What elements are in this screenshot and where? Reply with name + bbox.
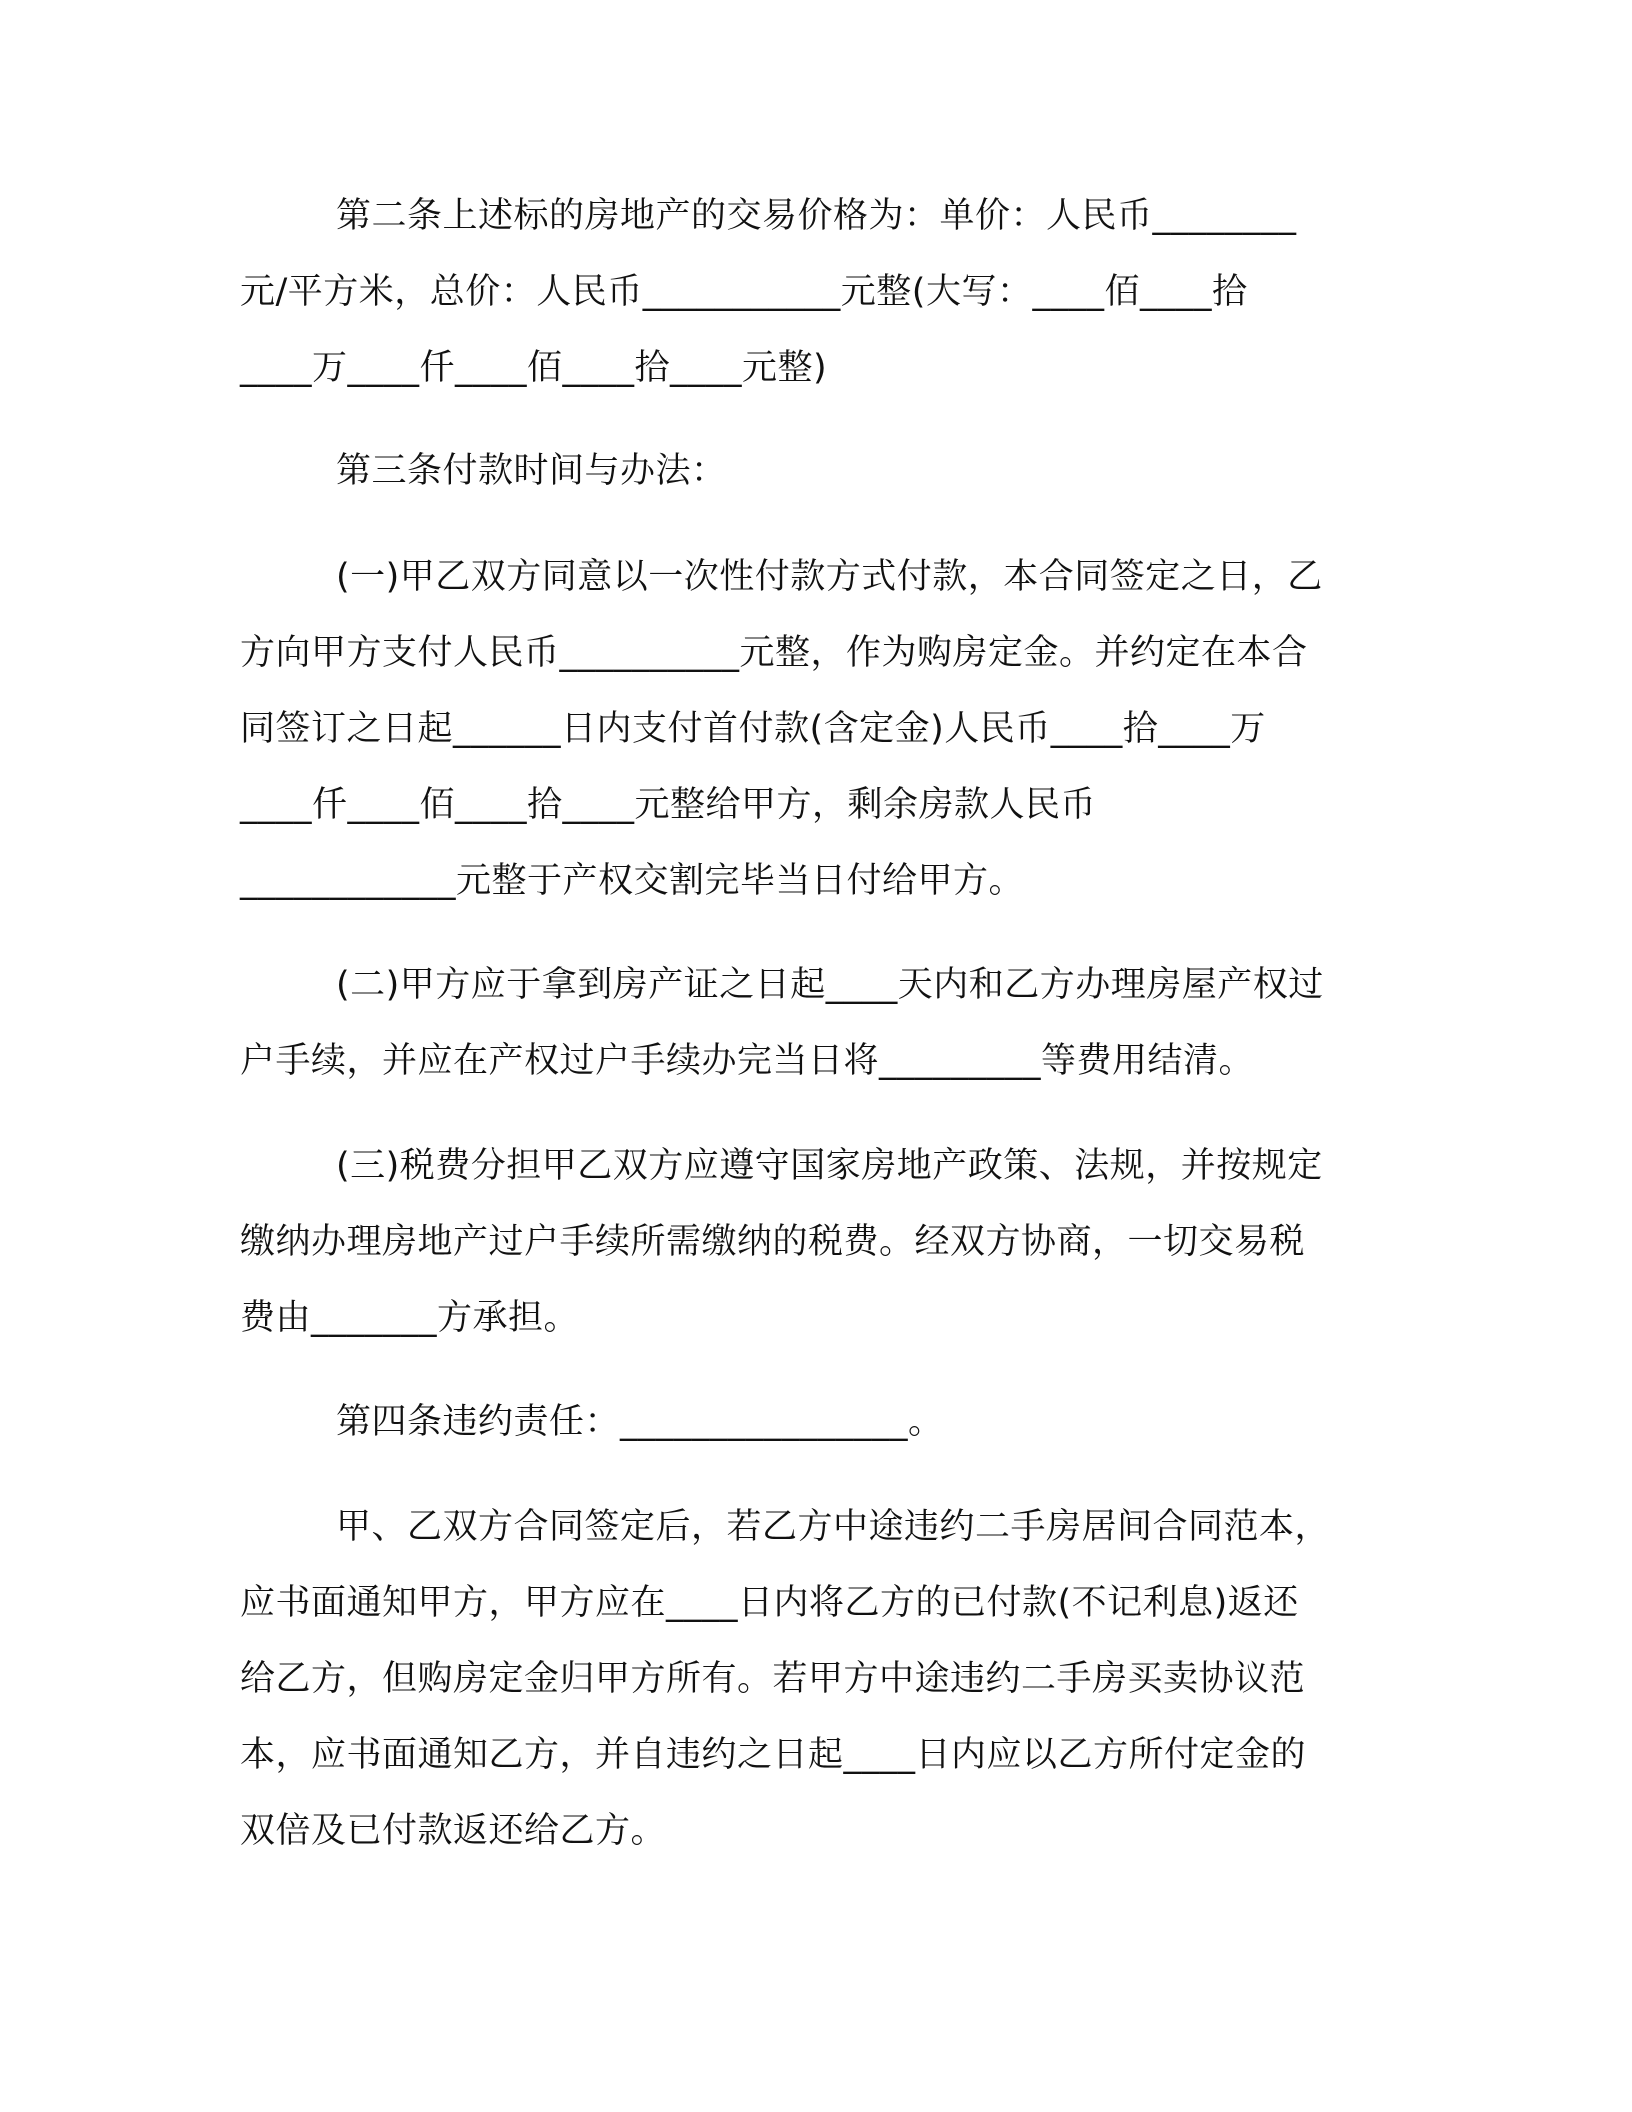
payment-clause-1-line-5: ____________元整于产权交割完毕当日付给甲方。 bbox=[240, 861, 1025, 901]
payment-clause-2-line-1: (二)甲方应于拿到房产证之日起____天内和乙方办理房屋产权过 bbox=[336, 965, 1324, 1005]
payment-clause-1-line-1: (一)甲乙双方同意以一次性付款方式付款，本合同签定之日，乙 bbox=[336, 557, 1323, 597]
payment-clause-2-line-2: 户手续，并应在产权过户手续办完当日将_________等费用结清。 bbox=[240, 1041, 1255, 1081]
payment-clause-1-line-2: 方向甲方支付人民币__________元整，作为购房定金。并约定在本合 bbox=[240, 633, 1308, 673]
breach-clause-line-3: 给乙方，但购房定金归甲方所有。若甲方中途违约二手房买卖协议范 bbox=[240, 1659, 1306, 1699]
tax-clause-line-2: 缴纳办理房地产过户手续所需缴纳的税费。经双方协商，一切交易税 bbox=[240, 1222, 1306, 1262]
contract-page bbox=[240, 192, 1390, 1992]
tax-clause-line-1: (三)税费分担甲乙双方应遵守国家房地产政策、法规，并按规定 bbox=[336, 1146, 1323, 1186]
payment-clause-1-line-4: ____仟____佰____拾____元整给甲方，剩余房款人民币 bbox=[240, 785, 1097, 825]
article-3-heading: 第三条付款时间与办法： bbox=[336, 451, 727, 491]
article-2-price-line-3: ____万____仟____佰____拾____元整) bbox=[240, 348, 828, 388]
article-2-price-line-2: 元/平方米，总价：人民币___________元整(大写：____佰____拾 bbox=[240, 272, 1248, 312]
breach-clause-line-1: 甲、乙双方合同签定后，若乙方中途违约二手房居间合同范本， bbox=[336, 1507, 1331, 1547]
breach-clause-line-2: 应书面通知甲方，甲方应在____日内将乙方的已付款(不记利息)返还 bbox=[240, 1583, 1299, 1623]
breach-clause-line-5: 双倍及已付款返还给乙方。 bbox=[240, 1811, 667, 1851]
payment-clause-1-line-3: 同签订之日起______日内支付首付款(含定金)人民币____拾____万 bbox=[240, 709, 1266, 749]
article-2-price-line-1: 第二条上述标的房地产的交易价格为：单价：人民币________ bbox=[336, 196, 1297, 236]
tax-clause-line-3: 费由_______方承担。 bbox=[240, 1298, 580, 1338]
article-4-heading: 第四条违约责任：________________。 bbox=[336, 1402, 944, 1442]
breach-clause-line-4: 本，应书面通知乙方，并自违约之日起____日内应以乙方所付定金的 bbox=[240, 1735, 1307, 1775]
